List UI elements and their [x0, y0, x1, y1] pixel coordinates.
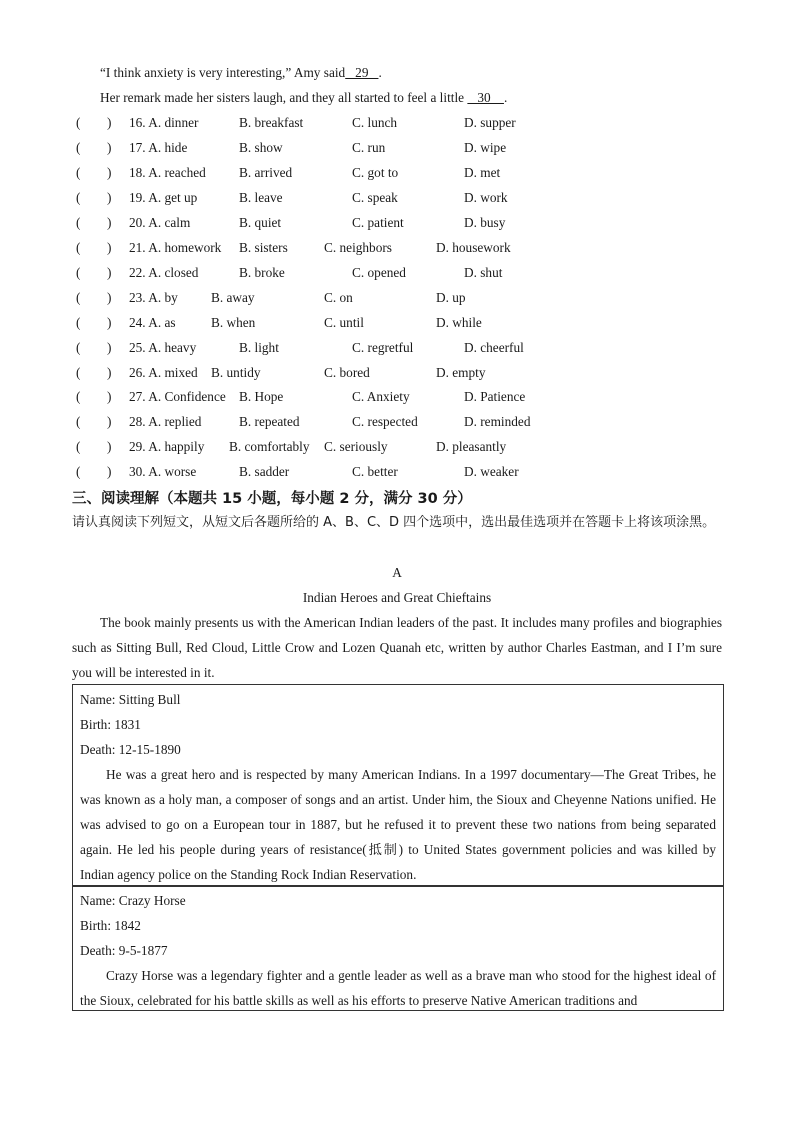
question-option-a: 16. A. dinner [129, 115, 199, 130]
passage-intro: The book mainly presents us with the American Indian leaders of the past. It includes many profiles and biographies such as Sitting Bull, Red Cloud, Little Crow and Lozen Quanah etc, written by author Charles Eastman, and I I’m sure you will be interested in it. [72, 615, 722, 680]
option-c: C. better [352, 464, 398, 480]
answer-paren: ( ) [76, 139, 112, 155]
option-c: C. Anxiety [352, 389, 410, 405]
option-c: C. seriously [324, 439, 388, 455]
option-c: C. respected [352, 414, 418, 430]
profile-box-2 [72, 885, 724, 1011]
question-row [76, 414, 736, 434]
blank-30: 30 [467, 90, 504, 105]
intro-line-2-end: . [503, 90, 508, 105]
question-option-a: 29. A. happily [129, 439, 205, 455]
profile-2-name: Name: Crazy Horse [80, 893, 186, 908]
answer-paren: ( ) [76, 289, 112, 305]
answer-paren: ( ) [76, 264, 112, 280]
intro-line-2-text: Her remark made her sisters laugh, and they all started to feel a little [100, 90, 468, 105]
answer-paren: ( ) [76, 339, 112, 355]
question-option-a: 23. A. by [129, 289, 178, 305]
option-b: B. broke [239, 264, 285, 280]
option-d: D. met [464, 164, 501, 180]
option-b: B. leave [239, 189, 283, 205]
option-b: B. sisters [239, 239, 288, 255]
intro-line-2 [100, 90, 507, 106]
question-row [76, 190, 736, 210]
option-b: B. Hope [239, 389, 284, 405]
option-b: B. light [239, 339, 279, 355]
option-c: C. bored [324, 364, 370, 380]
option-d: D. shut [464, 264, 503, 280]
question-option-a: 17. A. hide [129, 139, 188, 155]
answer-paren: ( ) [76, 214, 112, 230]
question-option-a: 21. A. homework [129, 239, 222, 255]
answer-paren: ( ) [76, 189, 112, 205]
option-b: B. away [211, 289, 255, 305]
question-option-a: 18. A. reached [129, 164, 206, 180]
option-c: C. regretful [352, 339, 414, 355]
profile-2-text: Crazy Horse was a legendary fighter and a gentle leader as well as a brave man who stood for the highest ideal of the Sioux, celebrated for his battle skills as well as his efforts to preserve Native American traditions and [80, 968, 716, 1008]
question-row [76, 315, 736, 335]
option-c: C. neighbors [324, 239, 392, 255]
option-c: C. lunch [352, 115, 398, 130]
passage-letter: A [392, 565, 402, 580]
question-row [76, 389, 736, 409]
option-b: B. repeated [239, 414, 300, 430]
option-c: C. patient [352, 214, 404, 230]
question-row [76, 265, 736, 285]
question-option-a: 27. A. Confidence [129, 389, 226, 405]
question-option-a: 28. A. replied [129, 414, 202, 430]
profile-1-death: Death: 12-15-1890 [80, 742, 181, 757]
option-d: D. empty [436, 364, 486, 380]
question-option-a: 25. A. heavy [129, 339, 197, 355]
option-c: C. on [324, 289, 353, 305]
question-option-a: 19. A. get up [129, 189, 198, 205]
option-b: B. comfortably [229, 439, 310, 455]
intro-line-1-text: “I think anxiety is very interesting,” Amy said [100, 65, 346, 80]
option-b: B. breakfast [239, 115, 304, 130]
option-d: D. work [464, 189, 508, 205]
option-d: D. housework [436, 239, 511, 255]
blank-29: 29 [345, 65, 379, 80]
question-row [76, 439, 736, 459]
answer-paren: ( ) [76, 464, 112, 480]
question-option-a: 30. A. worse [129, 464, 197, 480]
option-d: D. while [436, 314, 482, 330]
question-option-a: 24. A. as [129, 314, 176, 330]
option-d: D. pleasantly [436, 439, 507, 455]
intro-line-1-end: . [378, 65, 382, 80]
intro-line-1 [100, 65, 382, 81]
answer-paren: ( ) [76, 164, 112, 180]
option-c: C. run [352, 139, 386, 155]
option-c: C. until [324, 314, 364, 330]
question-row [76, 115, 736, 135]
option-d: D. Patience [464, 389, 526, 405]
question-option-a: 22. A. closed [129, 264, 199, 280]
option-c: C. speak [352, 189, 398, 205]
question-row [76, 165, 736, 185]
option-d: D. wipe [464, 139, 507, 155]
question-row [76, 365, 736, 385]
question-row [76, 215, 736, 235]
answer-paren: ( ) [76, 314, 112, 330]
option-d: D. supper [464, 115, 516, 130]
section-title: 三、阅读理解（本题共 15 小题，每小题 2 分，满分 30 分） [72, 491, 472, 507]
question-row [76, 464, 736, 484]
answer-paren: ( ) [76, 414, 112, 430]
answer-paren: ( ) [76, 115, 112, 130]
section-instructions: 请认真阅读下列短文，从短文后各题所给的 A、B、C、D 四个选项中，选出最佳选项并在答题卡上将该项涂黑。 [72, 515, 716, 530]
option-b: B. arrived [239, 164, 293, 180]
option-b: B. when [211, 314, 256, 330]
answer-paren: ( ) [76, 389, 112, 405]
question-row [76, 340, 736, 360]
question-option-a: 20. A. calm [129, 214, 191, 230]
option-d: D. up [436, 289, 466, 305]
question-row [76, 140, 736, 160]
profile-1-name: Name: Sitting Bull [80, 692, 181, 707]
option-b: B. untidy [211, 364, 261, 380]
option-b: B. show [239, 139, 283, 155]
option-d: D. cheerful [464, 339, 524, 355]
passage-title: Indian Heroes and Great Chieftains [302, 590, 492, 605]
profile-box-1 [72, 684, 724, 887]
answer-paren: ( ) [76, 239, 112, 255]
profile-1-birth: Birth: 1831 [80, 717, 141, 732]
option-c: C. got to [352, 164, 399, 180]
question-option-a: 26. A. mixed [129, 364, 198, 380]
profile-2-birth: Birth: 1842 [80, 918, 141, 933]
option-d: D. busy [464, 214, 506, 230]
profile-1-text: He was a great hero and is respected by many American Indians. In a 1997 documentary—The Great Tribes, he was known as a holy man, a composer of songs and an artist. Under him, the Sioux and Cheyenne Nations unified. He was advised to go on a European tour in 1887, but he refused it to prevent these two nations from being separated again. He led his people during years of resistance(抵制) to United States government policies and was killed by Indian agency police on the Standing Rock Indian Reservation. [80, 767, 716, 882]
option-b: B. quiet [239, 214, 282, 230]
option-c: C. opened [352, 264, 406, 280]
question-row [76, 240, 736, 260]
option-b: B. sadder [239, 464, 290, 480]
answer-paren: ( ) [76, 439, 112, 455]
option-d: D. weaker [464, 464, 519, 480]
question-row [76, 290, 736, 310]
profile-2-death: Death: 9-5-1877 [80, 943, 168, 958]
option-d: D. reminded [464, 414, 531, 430]
answer-paren: ( ) [76, 364, 112, 380]
